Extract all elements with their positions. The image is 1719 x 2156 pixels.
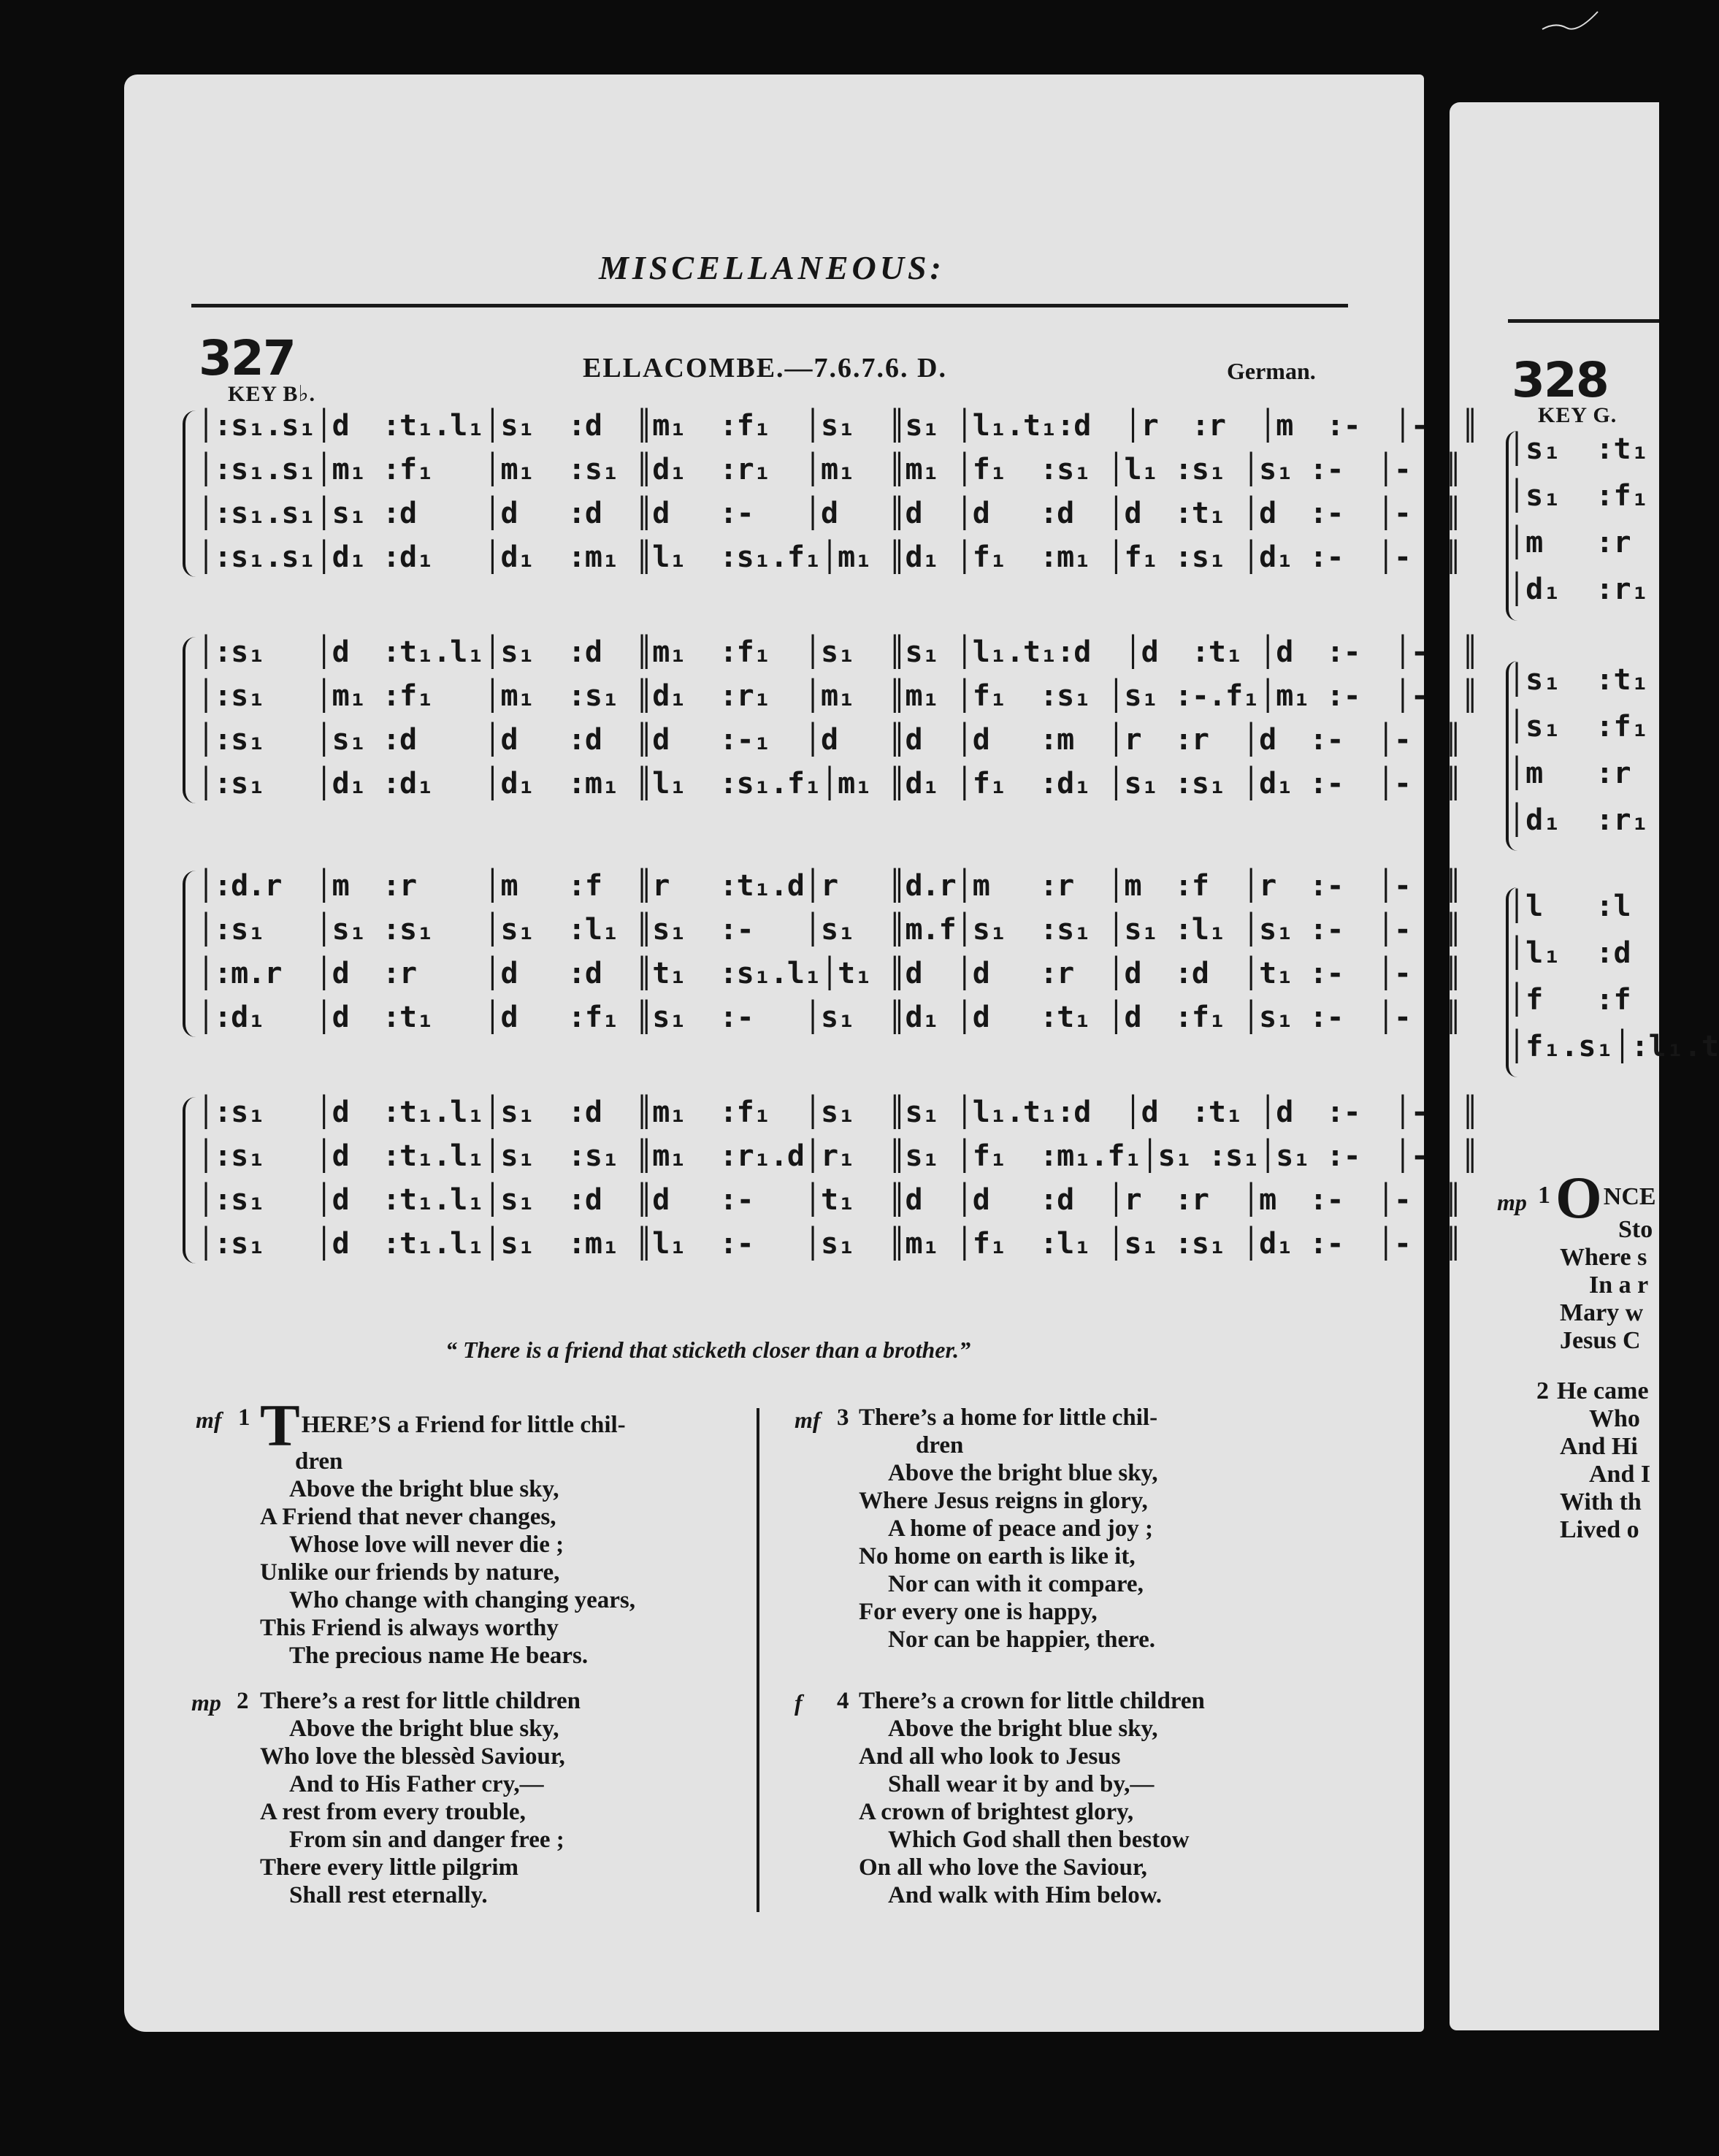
system-brace <box>183 410 197 577</box>
drop-cap: O <box>1555 1164 1602 1231</box>
verse-line: dren <box>295 1448 343 1475</box>
verse-line: A Friend that never changes, <box>260 1504 556 1530</box>
verse-line: From sin and danger free ; <box>289 1827 564 1853</box>
verse-line: Who change with changing years, <box>289 1587 635 1613</box>
bass-line: │:s₁.s₁│d₁ :d₁ │d₁ :m₁ ║l₁ :s₁.f₁│m₁ ║d₁ │f₁ :m₁ │f₁ :s₁ │d₁ :- │- ║ <box>197 540 1462 574</box>
verse-line: Shall rest eternally. <box>289 1882 488 1908</box>
tenor-line: │:s₁ │d :t₁.l₁│s₁ :d ║d :- │t₁ ║d │d :d │r :r │m :- │- ║ <box>197 1183 1462 1217</box>
verse-line: Above the bright blue sky, <box>289 1476 559 1502</box>
tenor-line: │:m.r │d :r │d :d ║t₁ :s₁.l₁│t₁ ║d │d :r │d :d │t₁ :- │- ║ <box>197 957 1462 990</box>
verse-line: For every one is happy, <box>859 1599 1098 1625</box>
system-brace <box>183 871 197 1037</box>
header-rule-right <box>1508 319 1659 323</box>
bass-line: │:s₁ │d :t₁.l₁│s₁ :m₁ ║l₁ :- │s₁ ║m₁ │f₁ :l₁ │s₁ :s₁ │d₁ :- │- ║ <box>197 1227 1462 1261</box>
bass-line: │:d₁ │d :t₁ │d :f₁ ║s₁ :- │s₁ ║d₁ │d :t₁ │d :f₁ │s₁ :- │- ║ <box>197 1001 1462 1034</box>
alto-line: │:s₁ │m₁ :f₁ │m₁ :s₁ ║d₁ :r₁ │m₁ ║m₁ │f₁ :s₁ │s₁ :-.f₁│m₁ :- │- ║ <box>197 679 1479 713</box>
verse-line: This Friend is always worthy <box>260 1615 559 1641</box>
verse-line: Above the bright blue sky, <box>289 1716 559 1742</box>
verse-fragment-line: Mary w <box>1560 1299 1644 1326</box>
music-line: │l :l <box>1508 890 1631 923</box>
music-line: │s₁ :f₁ <box>1508 479 1649 513</box>
verse-fragment-line: Jesus C <box>1560 1327 1641 1354</box>
verse-line: A rest from every trouble, <box>260 1799 526 1825</box>
music-line: │m :r <box>1508 526 1631 559</box>
verse-line: Nor can with it compare, <box>888 1571 1144 1597</box>
verse-1 <box>260 1392 749 1670</box>
verse-4 <box>859 1687 1312 1909</box>
verse-line: Unlike our friends by nature, <box>260 1559 560 1586</box>
verse-fragment-line: Who <box>1589 1405 1640 1432</box>
hymn-number: 327 <box>199 330 295 386</box>
verse-fragment-line: Where s <box>1560 1244 1647 1271</box>
alto-line: │:s₁ │d :t₁.l₁│s₁ :s₁ ║m₁ :r₁.d│r₁ ║s₁ │f₁ :m₁.f₁│s₁ :s₁│s₁ :- │- ║ <box>197 1139 1479 1173</box>
tune-name: ELLACOMBE.—7.6.7.6. D. <box>583 353 947 383</box>
verse-2 <box>260 1687 749 1909</box>
verse-line: Where Jesus reigns in glory, <box>859 1488 1148 1514</box>
hymn-key-328: KEY G. <box>1538 403 1617 427</box>
music-line: │s₁ :t₁ <box>1508 663 1649 697</box>
column-divider <box>757 1408 759 1912</box>
drop-cap: T <box>260 1392 300 1459</box>
verse-line: And all who look to Jesus <box>859 1743 1121 1770</box>
verse-line: Whose love will never die ; <box>289 1532 564 1558</box>
header-rule <box>191 304 1348 307</box>
dynamic-marking: f <box>795 1689 803 1716</box>
soprano-line: │:s₁.s₁│d :t₁.l₁│s₁ :d ║m₁ :f₁ │s₁ ║s₁ │l₁.t₁:d │r :r │m :- │- ║ <box>197 409 1479 443</box>
tune-origin: German. <box>1227 358 1316 384</box>
system-brace <box>183 637 197 803</box>
verse-text: HERE’S a Friend for little chil- <box>301 1412 626 1438</box>
verse-line: There every little pilgrim <box>260 1854 519 1881</box>
alto-line: │:s₁ │s₁ :s₁ │s₁ :l₁ ║s₁ :- │s₁ ║m.f│s₁ :s₁ │s₁ :l₁ │s₁ :- │- ║ <box>197 913 1462 947</box>
hymn-number-328: 328 <box>1512 352 1608 408</box>
verse-fragment-line: And I <box>1589 1461 1651 1488</box>
alto-line: │:s₁.s₁│m₁ :f₁ │m₁ :s₁ ║d₁ :r₁ │m₁ ║m₁ │f₁ :s₁ │l₁ :s₁ │s₁ :- │- ║ <box>197 453 1462 486</box>
music-system-2 <box>183 635 1479 811</box>
music-line: │l₁ :d <box>1508 936 1631 970</box>
verse-line: No home on earth is like it, <box>859 1543 1136 1570</box>
verse-fragment-line: Sto <box>1618 1216 1653 1243</box>
dynamic-marking: mp <box>191 1689 221 1716</box>
section-title: MISCELLANEOUS: <box>599 249 945 286</box>
verse-fragment-line: Lived o <box>1560 1516 1639 1543</box>
verse-number: 1 <box>1538 1182 1550 1209</box>
verse-line: A home of peace and joy ; <box>888 1515 1153 1542</box>
verse-number: 2 <box>1536 1377 1549 1404</box>
tenor-line: │:s₁.s₁│s₁ :d │d :d ║d :- │d ║d │d :d │d :t₁ │d :- │- ║ <box>197 497 1462 530</box>
verse-line: There’s a home for little chil- <box>859 1404 1158 1431</box>
epigraph-quote: “ There is a friend that sticketh closer than a brother.” <box>445 1337 971 1363</box>
verse-fragment-line: And Hi <box>1560 1433 1638 1460</box>
soprano-line: │:s₁ │d :t₁.l₁│s₁ :d ║m₁ :f₁ │s₁ ║s₁ │l₁.t₁:d │d :t₁ │d :- │- ║ <box>197 1096 1479 1129</box>
music-line: │d₁ :r₁ <box>1508 573 1649 606</box>
music-system-4 <box>183 1096 1479 1271</box>
soprano-line: │:s₁ │d :t₁.l₁│s₁ :d ║m₁ :f₁ │s₁ ║s₁ │l₁.t₁:d │d :t₁ │d :- │- ║ <box>197 635 1479 669</box>
verse-line: dren <box>916 1432 964 1459</box>
music-line: │f₁.s₁│:l₁.t <box>1508 1030 1719 1063</box>
verse-number: 1 <box>238 1404 250 1431</box>
verse-line: The precious name He bears. <box>289 1643 589 1669</box>
verse-line: There’s a crown for little children <box>859 1688 1205 1714</box>
hymn-key: KEY B♭. <box>228 382 316 406</box>
dynamic-marking: mp <box>1497 1189 1527 1215</box>
music-line: │m :r <box>1508 757 1631 790</box>
music-system-3 <box>183 869 1462 1044</box>
verse-line: Shall wear it by and by,— <box>888 1771 1155 1797</box>
verse-line <box>260 1392 749 1459</box>
dynamic-marking: mf <box>196 1407 222 1433</box>
dynamic-marking: mf <box>795 1407 821 1433</box>
verse-fragment-line: In a r <box>1589 1272 1649 1299</box>
verse-line: Nor can be happier, there. <box>888 1626 1156 1653</box>
verse-line: And to His Father cry,— <box>289 1771 544 1797</box>
verse-line: Above the bright blue sky, <box>888 1460 1158 1486</box>
bass-line: │:s₁ │d₁ :d₁ │d₁ :m₁ ║l₁ :s₁.f₁│m₁ ║d₁ │f₁ :d₁ │s₁ :s₁ │d₁ :- │- ║ <box>197 767 1462 800</box>
music-line: │s₁ :t₁ <box>1508 432 1649 466</box>
verse-number: 2 <box>237 1688 249 1714</box>
pencil-mark <box>1541 7 1599 37</box>
verse-line: There’s a rest for little children <box>260 1688 581 1714</box>
tenor-line: │:s₁ │s₁ :d │d :d ║d :-₁ │d ║d │d :m │r :r │d :- │- ║ <box>197 723 1462 757</box>
music-line: │s₁ :f₁ <box>1508 710 1649 743</box>
verse-fragment-line: He came <box>1557 1377 1649 1404</box>
verse-number: 3 <box>837 1404 849 1431</box>
system-brace <box>183 1097 197 1264</box>
music-line: │f :f <box>1508 983 1631 1017</box>
verse-line: On all who love the Saviour, <box>859 1854 1147 1881</box>
music-line: │d₁ :r₁ <box>1508 803 1649 837</box>
verse-line: Which God shall then bestow <box>888 1827 1190 1853</box>
verse-line: A crown of brightest glory, <box>859 1799 1134 1825</box>
verse-text: NCE <box>1603 1183 1656 1210</box>
verse-line: And walk with Him below. <box>888 1882 1162 1908</box>
music-system-1 <box>183 409 1479 584</box>
verse-3 <box>859 1404 1312 1654</box>
soprano-line: │:d.r │m :r │m :f ║r :t₁.d│r ║d.r│m :r │m :f │r :- │- ║ <box>197 869 1462 903</box>
verse-line: Who love the blessèd Saviour, <box>260 1743 565 1770</box>
verse-number: 4 <box>837 1688 849 1714</box>
verse-line: Above the bright blue sky, <box>888 1716 1158 1742</box>
verse-fragment-line: With th <box>1560 1488 1642 1515</box>
